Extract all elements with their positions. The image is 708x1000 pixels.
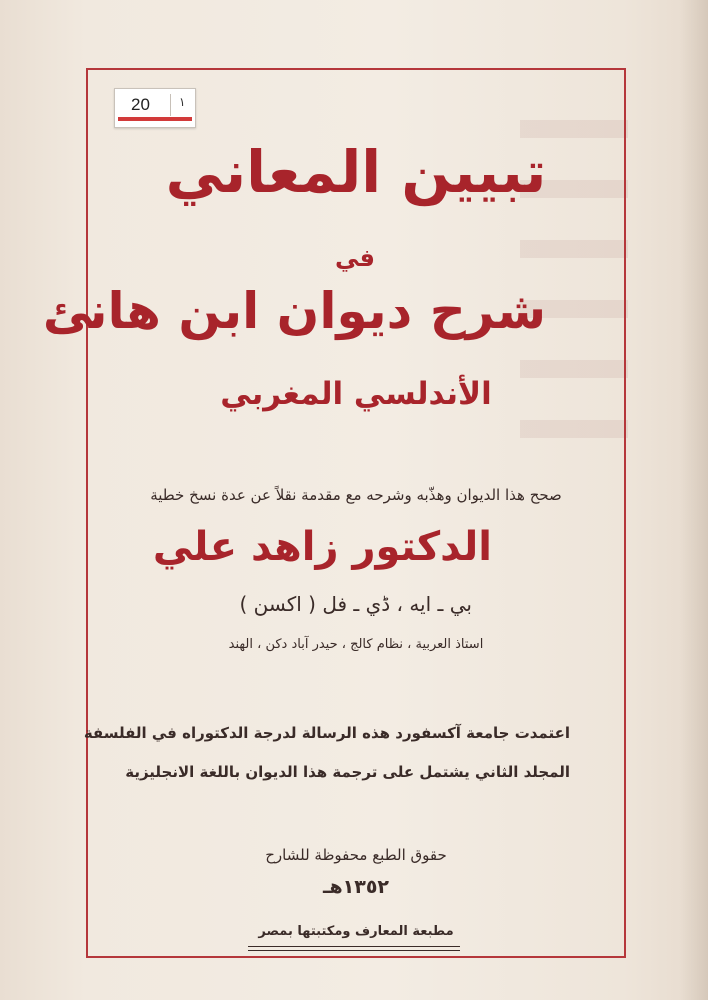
- second-volume-note: المجلد الثاني يشتمل على ترجمة هذا الديوان باللغة الانجليزية: [125, 763, 570, 781]
- author-affiliation: استاذ العربية ، نظام كالج ، حيدر آباد دكن ، الهند: [228, 637, 484, 652]
- press-underline: [248, 946, 460, 951]
- oxford-note: اعتمدت جامعة آكسفورد هذه الرسالة لدرجة الدكتوراه في الفلسفة: [83, 724, 570, 742]
- author-degrees: بي ـ ايه ، ڈي ـ فل ( اكسن ): [239, 592, 472, 616]
- printing-press: مطبعة المعارف ومكتبتها بمصر: [258, 924, 454, 939]
- book-subtitle-second-line: الأندلسي المغربي: [220, 376, 492, 412]
- sticker-divider: [170, 94, 171, 116]
- book-subtitle: شرح ديوان ابن هانئ: [42, 282, 546, 340]
- library-label-sticker: [114, 88, 196, 128]
- publication-year: ١٣٥٢هـ: [322, 876, 390, 898]
- sticker-mark: ١: [179, 95, 186, 109]
- sticker-red-stripe: [118, 117, 192, 121]
- author-name: الدكتور زاهد علي: [152, 524, 492, 570]
- copyright-note: حقوق الطبع محفوظة للشارح: [265, 846, 447, 864]
- sticker-number: 20: [131, 95, 150, 114]
- book-title: تبيين المعاني: [165, 138, 547, 206]
- edition-note: صحح هذا الديوان وهذّبه وشرحه مع مقدمة نقلاً عن عدة نسخ خطية: [150, 486, 562, 504]
- title-connector: في: [335, 244, 375, 272]
